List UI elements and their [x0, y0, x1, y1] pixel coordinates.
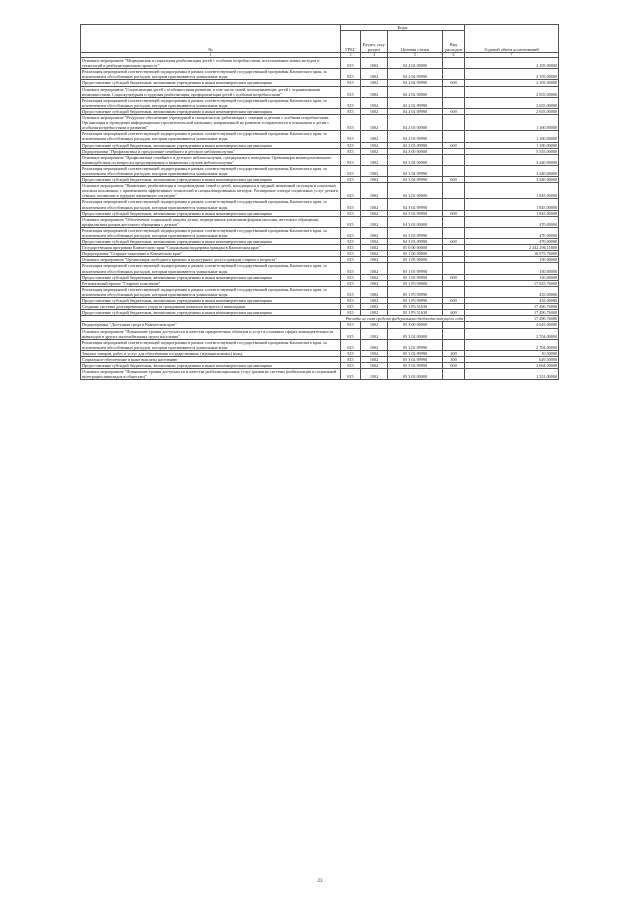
row-target: 04 2 02 09990 [388, 97, 443, 108]
row-expense-type: 600 [443, 310, 465, 316]
row-amount: 4 645,00000 [465, 322, 559, 328]
row-name: Предоставление субсидий бюджетным, автономным учреждениям и иным некоммерческим организациям [81, 363, 341, 369]
row-target: 04 2 02 09990 [388, 108, 443, 114]
column-index: 6 [443, 53, 465, 58]
row-expense-type [443, 199, 465, 210]
row-target: 04 3 04 09990 [388, 177, 443, 183]
row-target: 05 3 02 09990 [388, 356, 443, 362]
row-grbs: 815 [341, 304, 361, 310]
row-grbs: 815 [341, 148, 361, 154]
row-target: 05 3 02 00000 [388, 328, 443, 339]
row-target: 04 2 04 00000 [388, 58, 443, 69]
row-amount: 5 555,00000 [465, 148, 559, 154]
row-section: 1002 [361, 80, 388, 86]
row-expense-type: 600 [443, 274, 465, 280]
row-amount: 2 655,00000 [465, 108, 559, 114]
row-target: 05 1 Р3 51630 [388, 310, 443, 316]
row-name: Основное мероприятие "Ресурсное обеспечение учреждений и специалистов, работающих с семьями и детьми с особыми потребностями. Организация и проведение информационно-просветительской кампании, направленной на развитие толерантности в отношении к детям с особыми потребностями в развитии" [81, 115, 341, 131]
row-expense-type: 600 [443, 298, 465, 304]
row-section: 1002 [361, 263, 388, 274]
row-expense-type [443, 183, 465, 199]
row-expense-type [443, 131, 465, 142]
row-target: 04 2 03 00000 [388, 115, 443, 131]
table-row [81, 154, 559, 165]
row-amount: 435,00000 [465, 298, 559, 304]
row-section: 1002 [361, 97, 388, 108]
row-target: 04 2 03 09990 [388, 131, 443, 142]
row-amount: 3 240,00000 [465, 165, 559, 176]
row-target: 05 1 Р3 09990 [388, 286, 443, 297]
row-expense-type [443, 154, 465, 165]
row-target: 05 3 02 09990 [388, 339, 443, 350]
row-section: 1002 [361, 58, 388, 69]
row-expense-type [443, 227, 465, 238]
row-grbs: 815 [341, 356, 361, 362]
row-section: 1002 [361, 227, 388, 238]
row-target: 05 1 05 09990 [388, 263, 443, 274]
row-name: Предоставление субсидий бюджетным, автономным учреждениям и иным некоммерческим организациям [81, 177, 341, 183]
row-grbs: 815 [341, 245, 361, 251]
header-target: Целевая статья [388, 31, 443, 53]
row-expense-type: 300 [443, 356, 465, 362]
row-name: Предоставление субсидий бюджетным, автономным учреждениям и иным некоммерческим организациям [81, 310, 341, 316]
row-expense-type: 600 [443, 210, 465, 216]
row-amount: 2 655,00000 [465, 97, 559, 108]
header-codes: Коды [341, 25, 465, 31]
row-expense-type [443, 263, 465, 274]
row-section: 1002 [361, 115, 388, 131]
row-note: Расходы за счет средств федерального бюджета текущего года [81, 316, 465, 322]
row-name: Государственная программа Камчатского края "Социальная поддержка граждан в Камчатском крае" [81, 245, 341, 251]
row-grbs: 815 [341, 328, 361, 339]
row-amount: 150,00000 [465, 257, 559, 263]
row-grbs: 815 [341, 263, 361, 274]
row-name: Основное мероприятие "Социализация детей с особенностями развития, в том числе семей, воспитывающих детей с ограниченными возможностями. Социокультурная и трудовая реабилитация, профориентация детей с особыми потребностями" [81, 86, 341, 97]
row-expense-type [443, 286, 465, 297]
row-grbs: 815 [341, 86, 361, 97]
row-expense-type [443, 115, 465, 131]
table-row [81, 199, 559, 210]
row-amount: 1 845,00000 [465, 199, 559, 210]
row-name: Основное мероприятие "Медицинская и социальная реабилитация детей с особыми потребностями, использование новых методов и технологий в реабилитационном процессе" [81, 58, 341, 69]
row-name: Подпрограмма "Профилактика и преодоление семейного и детского неблагополучия" [81, 148, 341, 154]
row-name: Предоставление субсидий бюджетным, автономным учреждениям и иным некоммерческим организациям [81, 210, 341, 216]
row-target: 04 3 00 00000 [388, 148, 443, 154]
row-expense-type: 600 [443, 142, 465, 148]
row-expense-type [443, 216, 465, 227]
row-expense-type [443, 339, 465, 350]
row-grbs: 815 [341, 239, 361, 245]
row-section: 1002 [361, 310, 388, 316]
row-section: 1002 [361, 108, 388, 114]
row-target: 04 3 02 09990 [388, 199, 443, 210]
row-grbs: 815 [341, 363, 361, 369]
row-section: 1002 [361, 356, 388, 362]
row-grbs: 815 [341, 350, 361, 356]
row-target: 04 3 02 00000 [388, 183, 443, 199]
row-amount: 3 240,00000 [465, 154, 559, 165]
table-row [81, 58, 559, 69]
row-name: Социальное обеспечение и иные выплаты населению [81, 356, 341, 362]
row-grbs: 815 [341, 199, 361, 210]
table-row [81, 115, 559, 131]
row-grbs: 815 [341, 251, 361, 257]
table-row [81, 86, 559, 97]
row-target: 04 3 03 00000 [388, 216, 443, 227]
row-amount: 1 100,00000 [465, 131, 559, 142]
row-grbs: 815 [341, 274, 361, 280]
row-target: 04 3 03 09990 [388, 227, 443, 238]
table-row [81, 97, 559, 108]
row-name: Основное мероприятие "Профилактика семейного и детского неблагополучия, суицидального поведения. Организация межведомственного взаимодействия по вопросам предотвращения и выявления случаев неблагополучия" [81, 154, 341, 165]
row-name: Подпрограмма "Доступная среда в Камчатском крае" [81, 322, 341, 328]
table-row [81, 69, 559, 80]
table-row [81, 165, 559, 176]
row-target: 05 3 03 00000 [388, 369, 443, 380]
row-target: 05 3 02 09990 [388, 350, 443, 356]
row-grbs: 815 [341, 369, 361, 380]
column-index: 1 [81, 53, 341, 58]
row-amount: 1 845,00000 [465, 183, 559, 199]
row-target: 05 1 05 09990 [388, 274, 443, 280]
row-grbs: 815 [341, 154, 361, 165]
table-row [81, 339, 559, 350]
row-amount: 18 075,76000 [465, 251, 559, 257]
row-section: 1002 [361, 210, 388, 216]
row-target: 04 3 03 09990 [388, 239, 443, 245]
row-section: 1002 [361, 369, 388, 380]
row-section: 1002 [361, 183, 388, 199]
row-name: Реализация мероприятий соответствующей подпрограммы в рамках соответствующей государственной программы Камчатского края, за исключением обособленных расходов, которым присваиваются уникальные коды [81, 263, 341, 274]
row-amount: 17 490,76000 [465, 304, 559, 310]
row-section: 1002 [361, 257, 388, 263]
budget-table [80, 24, 559, 380]
row-amount: 435,00000 [465, 286, 559, 297]
row-name: Предоставление субсидий бюджетным, автономным учреждениям и иным некоммерческим организациям [81, 142, 341, 148]
row-section: 1002 [361, 298, 388, 304]
row-name: Основное мероприятие "Обеспечение социальной защиты детям, подвергшимся различным формам насилия, жестокого обращения, профилактика рисков жестокого обращения с детьми" [81, 216, 341, 227]
table-row [81, 216, 559, 227]
row-section: 1002 [361, 304, 388, 310]
row-grbs: 815 [341, 257, 361, 263]
row-grbs: 815 [341, 115, 361, 131]
row-section: 1002 [361, 131, 388, 142]
row-grbs: 815 [341, 310, 361, 316]
row-amount: 17 490,76000 [465, 310, 559, 316]
row-section: 1002 [361, 165, 388, 176]
header-grbs: ГРБС [341, 31, 361, 53]
row-amount: 2 704,00000 [465, 328, 559, 339]
row-grbs: 815 [341, 108, 361, 114]
row-name: Реализация мероприятий соответствующей подпрограммы в рамках соответствующей государственной программы Камчатского края, за исключением обособленных расходов, которым присваиваются уникальные коды [81, 227, 341, 238]
row-amount: 17 490,76000 [465, 316, 559, 322]
table-row [81, 227, 559, 238]
row-expense-type [443, 97, 465, 108]
row-amount: 150,00000 [465, 274, 559, 280]
row-target: 05 1 Р3 51630 [388, 304, 443, 310]
row-name: Реализация мероприятий соответствующей подпрограммы в рамках соответствующей государственной программы Камчатского края, за исключением обособленных расходов, которым присваиваются уникальные коды [81, 97, 341, 108]
row-amount: 1 100,00000 [465, 115, 559, 131]
row-section: 1002 [361, 322, 388, 328]
row-expense-type: 600 [443, 177, 465, 183]
row-target: 04 3 04 09990 [388, 165, 443, 176]
row-amount: 470,00000 [465, 239, 559, 245]
row-target: 04 2 03 09990 [388, 142, 443, 148]
row-amount: 629,50000 [465, 356, 559, 362]
table-row [81, 131, 559, 142]
row-target: 05 3 00 00000 [388, 322, 443, 328]
row-name: Реализация мероприятий соответствующей подпрограммы в рамках соответствующей государственной программы Камчатского края, за исключением обособленных расходов, которым присваиваются уникальные коды [81, 286, 341, 297]
row-name: Закупка товаров, работ и услуг для обеспечения государственных (муниципальных) нужд [81, 350, 341, 356]
row-section: 1002 [361, 363, 388, 369]
row-target: 04 2 04 09990 [388, 69, 443, 80]
row-section: 1002 [361, 328, 388, 339]
row-name: Реализация мероприятий соответствующей подпрограммы в рамках соответствующей государственной программы Камчатского края, за исключением обособленных расходов, которым присваиваются уникальные коды [81, 69, 341, 80]
row-target: 05 1 00 00000 [388, 251, 443, 257]
row-amount: 2 704,00000 [465, 339, 559, 350]
table-body [81, 58, 559, 380]
row-amount: 1 331,00000 [465, 369, 559, 380]
row-section: 1002 [361, 251, 388, 257]
table-row [81, 328, 559, 339]
row-grbs: 815 [341, 298, 361, 304]
row-amount: 1 100,00000 [465, 142, 559, 148]
row-target: 05 3 02 09990 [388, 363, 443, 369]
table-row [81, 183, 559, 199]
row-amount: 2 655,00000 [465, 86, 559, 97]
row-amount: 3 240,00000 [465, 177, 559, 183]
header-number: № [81, 25, 341, 53]
row-grbs: 815 [341, 210, 361, 216]
row-amount: 2 064,00000 [465, 363, 559, 369]
row-section: 1002 [361, 199, 388, 210]
row-name: Предоставление субсидий бюджетным, автономным учреждениям и иным некоммерческим организациям [81, 274, 341, 280]
row-name: Подпрограмма "Старшее поколение в Камчатском крае" [81, 251, 341, 257]
table-header [81, 25, 559, 58]
row-name: Региональный проект "Старшее поколение" [81, 280, 341, 286]
header-amount: Годовой объем ассигнований [465, 25, 559, 53]
row-grbs: 815 [341, 177, 361, 183]
row-target: 04 2 02 00000 [388, 86, 443, 97]
row-amount: 1 845,00000 [465, 210, 559, 216]
row-target: 05 1 05 00000 [388, 257, 443, 263]
row-expense-type [443, 86, 465, 97]
row-name: Реализация мероприятий соответствующей подпрограммы в рамках соответствующей государственной программы Камчатского края, за исключением обособленных расходов, которым присваиваются уникальные коды [81, 165, 341, 176]
row-name: Основное мероприятие "Организация свободного времени и культурного досуга граждан старшего возраста" [81, 257, 341, 263]
row-expense-type: 600 [443, 108, 465, 114]
row-name: Предоставление субсидий бюджетным, автономным учреждениям и иным некоммерческим организациям [81, 239, 341, 245]
row-name: Основное мероприятие "Повышение уровня доступности и качества реабилитационных услуг (развитие системы реабилитации и социальной интеграции инвалидов в общество)" [81, 369, 341, 380]
row-grbs: 815 [341, 131, 361, 142]
row-name: Основное мероприятие "Повышение уровня доступности и качества приоритетных объектов и услуг в основных сферах жизнедеятельности инвалидов и других маломобильных групп населения" [81, 328, 341, 339]
row-section: 1002 [361, 245, 388, 251]
row-amount: 150,00000 [465, 263, 559, 274]
row-grbs: 815 [341, 69, 361, 80]
header-section: Раздел, под-раздел [361, 31, 388, 53]
row-name: Реализация мероприятий соответствующей подпрограммы в рамках соответствующей государственной программы Камчатского края, за исключением обособленных расходов, которым присваиваются уникальные коды [81, 131, 341, 142]
row-name: Предоставление субсидий бюджетным, автономным учреждениям и иным некоммерческим организациям [81, 108, 341, 114]
row-grbs: 815 [341, 142, 361, 148]
row-expense-type [443, 369, 465, 380]
row-amount: 470,00000 [465, 227, 559, 238]
row-expense-type [443, 69, 465, 80]
row-section: 1002 [361, 69, 388, 80]
row-name: Реализация мероприятий соответствующей подпрограммы в рамках соответствующей государственной программы Камчатского края, за исключением обособленных расходов, которым присваиваются уникальные коды [81, 199, 341, 210]
row-amount: 470,00000 [465, 216, 559, 227]
row-expense-type: 600 [443, 80, 465, 86]
row-section: 1002 [361, 280, 388, 286]
row-target: 04 3 02 09990 [388, 210, 443, 216]
row-section: 1002 [361, 216, 388, 227]
table-row [81, 286, 559, 297]
column-index: 4 [361, 53, 388, 58]
row-expense-type [443, 328, 465, 339]
row-amount: 10,50000 [465, 350, 559, 356]
row-target: 05 0 00 00000 [388, 245, 443, 251]
row-expense-type: 600 [443, 239, 465, 245]
row-grbs: 815 [341, 322, 361, 328]
column-index: 5 [388, 53, 443, 58]
row-name: Реализация мероприятий соответствующей подпрограммы в рамках соответствующей государственной программы Камчатского края, за исключением обособленных расходов, которым присваиваются уникальные коды [81, 339, 341, 350]
header-expense-type: Вид расходов [443, 31, 465, 53]
row-target: 05 1 Р3 00000 [388, 280, 443, 286]
row-target: 05 1 Р3 09990 [388, 298, 443, 304]
row-grbs: 815 [341, 216, 361, 227]
row-grbs: 815 [341, 286, 361, 297]
row-section: 1002 [361, 154, 388, 165]
row-amount: 2 105,00000 [465, 80, 559, 86]
column-index: 3 [341, 53, 361, 58]
table-row [81, 263, 559, 274]
row-section: 1002 [361, 148, 388, 154]
row-grbs: 815 [341, 58, 361, 69]
row-target: 04 3 04 00000 [388, 154, 443, 165]
row-target: 04 2 04 09990 [388, 80, 443, 86]
row-grbs: 815 [341, 165, 361, 176]
row-amount: 2 105,00000 [465, 58, 559, 69]
row-grbs: 815 [341, 80, 361, 86]
row-grbs: 815 [341, 339, 361, 350]
row-name: Создание системы долговременного ухода за гражданами пожилого возраста и инвалидами [81, 304, 341, 310]
row-section: 1002 [361, 274, 388, 280]
row-grbs: 815 [341, 183, 361, 199]
row-section: 1002 [361, 177, 388, 183]
row-amount: 2 105,00000 [465, 69, 559, 80]
row-grbs: 815 [341, 227, 361, 238]
row-section: 1002 [361, 86, 388, 97]
row-expense-type: 600 [443, 363, 465, 369]
row-grbs: 815 [341, 97, 361, 108]
row-expense-type [443, 165, 465, 176]
page-number: 23 [317, 879, 323, 884]
row-expense-type [443, 58, 465, 69]
row-section: 1002 [361, 339, 388, 350]
row-section: 1002 [361, 239, 388, 245]
table-row [81, 369, 559, 380]
row-section: 1002 [361, 142, 388, 148]
row-amount: 2 342 296,11800 [465, 245, 559, 251]
row-name: Предоставление субсидий бюджетным, автономным учреждениям и иным некоммерческим организациям [81, 298, 341, 304]
row-section: 1002 [361, 350, 388, 356]
row-expense-type: 200 [443, 350, 465, 356]
row-amount: 17 925,76000 [465, 280, 559, 286]
row-section: 1002 [361, 286, 388, 297]
row-grbs: 815 [341, 280, 361, 286]
column-index: 7 [465, 53, 559, 58]
row-name: Основное мероприятие "Выявление, реабилитация и сопровождение семей и детей, находящихся в трудной жизненной ситуации и социально опасном положении, с применением эффективных технологий и специализированных методик. Расширение спектра социальных услуг детям и семьям, попавшим в трудную жизненную ситуацию" [81, 183, 341, 199]
row-name: Предоставление субсидий бюджетным, автономным учреждениям и иным некоммерческим организациям [81, 80, 341, 86]
